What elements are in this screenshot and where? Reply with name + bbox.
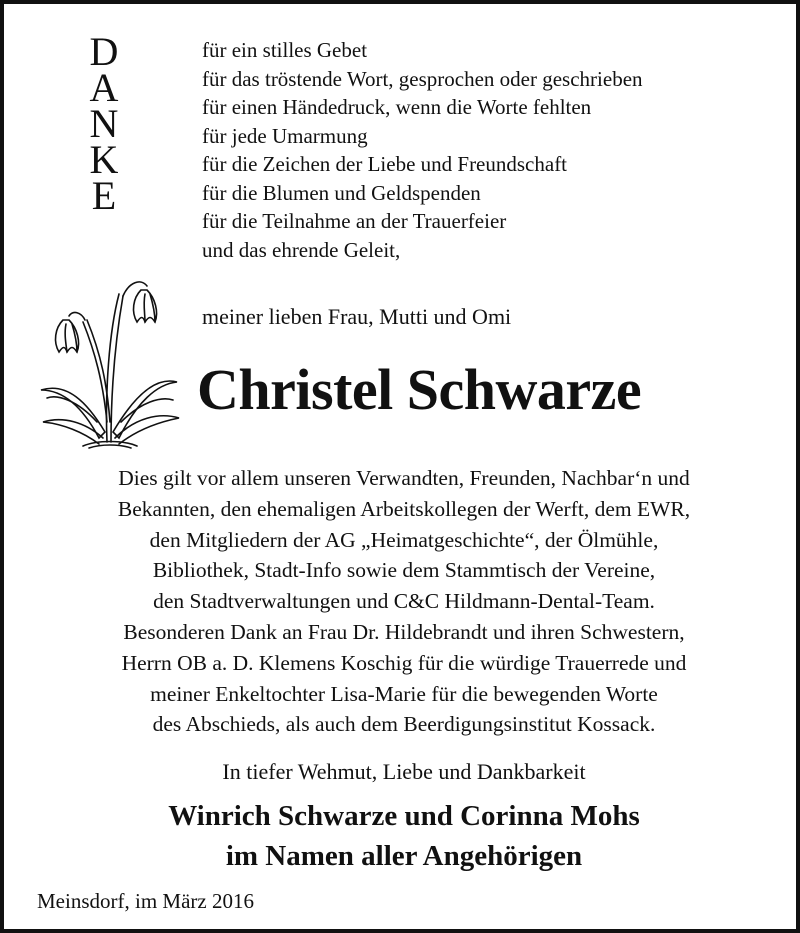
acknowledgement-text: [24, 463, 784, 740]
body-line: Herrn OB a. D. Klemens Koschig für die würdige Trauerrede und: [121, 650, 687, 675]
thanks-line: für einen Händedruck, wenn die Worte fehlten: [202, 95, 592, 119]
dedication-line: meiner lieben Frau, Mutti und Omi: [202, 304, 512, 329]
signers-block: [4, 796, 800, 876]
body-line: Dies gilt vor allem unseren Verwandten, Freunden, Nachbar‘n und: [118, 466, 690, 490]
thanks-line: für die Teilnahme an der Trauerfeier: [202, 209, 507, 233]
body-line: des Abschieds, als auch dem Beerdigungsinstitut Kossack.: [152, 712, 656, 737]
body-line: Besonderen Dank an Frau Dr. Hildebrandt und ihren Schwestern,: [123, 619, 685, 644]
body-line: den Stadtverwaltungen und C&C Hildmann-Dental-Team.: [153, 589, 655, 614]
thanks-line: für das tröstende Wort, gesprochen oder geschrieben: [202, 66, 643, 91]
closing-line: In tiefer Wehmut, Liebe und Dankbarkeit: [222, 759, 586, 784]
danke-letter: E: [91, 173, 117, 218]
body-line: den Mitgliedern der AG „Heimatgeschichte“, der Ölmühle,: [149, 527, 659, 552]
thanks-line: und das ehrende Geleit,: [202, 237, 401, 262]
thanks-line: für jede Umarmung: [202, 123, 368, 148]
thanks-line: für die Blumen und Geldspenden: [202, 180, 481, 205]
danke-letter: N: [89, 101, 119, 146]
danke-letter: K: [89, 137, 119, 182]
signer-line: im Namen aller Angehörigen: [225, 840, 583, 872]
deceased-name: Christel Schwarze: [197, 357, 642, 422]
body-line: meiner Enkeltochter Lisa-Marie für die bewegenden Worte: [150, 681, 658, 706]
danke-letter: D: [89, 29, 119, 74]
danke-letter: A: [89, 65, 119, 110]
body-line: Bibliothek, Stadt-Info sowie dem Stammtisch der Vereine,: [152, 558, 656, 583]
signer-line: Winrich Schwarze und Corinna Mohs: [168, 800, 640, 832]
thanks-line: für ein stilles Gebet: [202, 38, 368, 62]
danke-vertical-heading: [74, 29, 134, 218]
thanks-list: [202, 36, 643, 264]
thanks-line: für die Zeichen der Liebe und Freundschaft: [202, 152, 568, 176]
place-date: Meinsdorf, im März 2016: [37, 889, 254, 913]
body-line: Bekannten, den ehemaligen Arbeitskollegen der Werft, dem EWR,: [117, 496, 691, 521]
snowdrop-flower-icon: [37, 272, 182, 450]
